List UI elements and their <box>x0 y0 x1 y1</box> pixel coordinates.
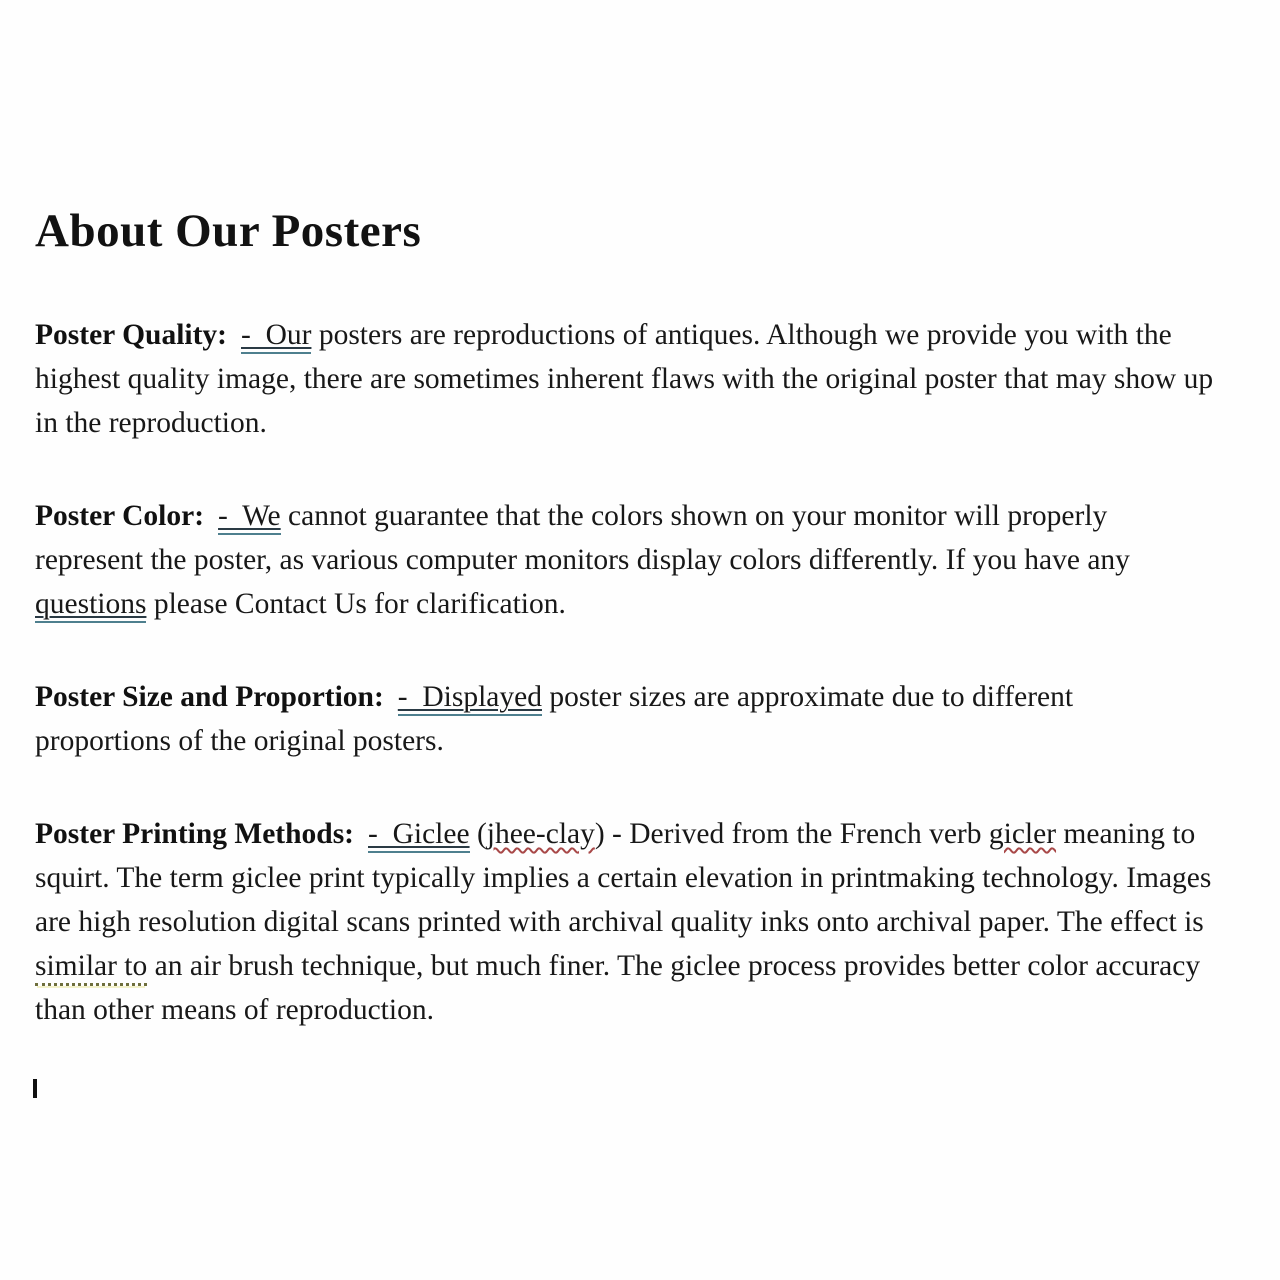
poster-color-body-text-end: please Contact Us for clarification. <box>146 588 566 620</box>
printing-body-middle: meaning to squirt. The term giclee print typically implies a certain elevation in printmaking technology. Images are high resolution digital scans printed with archival quality inks onto archival paper. The effect is <box>35 818 1212 938</box>
page-title: About Our Posters <box>35 205 422 257</box>
misspelled-word-gicler: gicler <box>988 818 1057 850</box>
section-label-poster-size: Poster Size and Proportion: <box>35 681 384 713</box>
printing-body-after-paren: ) - Derived from the French verb <box>594 818 989 850</box>
lead-link-our[interactable]: - Our <box>241 319 311 354</box>
poster-color-body-text: cannot guarantee that the colors shown on your monitor will properly represent the poster, as various computer monitors display colors differently. If you have any <box>35 500 1130 576</box>
text-cursor-artifact <box>33 1079 37 1098</box>
misspelled-word-jhee-clay: jhee-clay <box>486 818 595 850</box>
paragraph-poster-printing <box>35 812 1215 1032</box>
poster-quality-body-text: posters are reproductions of antiques. Although we provide you with the highest quality image, there are sometimes inherent flaws with the original poster that may show up in the reproduction. <box>35 319 1214 439</box>
section-label-poster-quality: Poster Quality: <box>35 319 227 351</box>
printing-body-end: an air brush technique, but much finer. The giclee process provides better color accuracy than other means of reproduction. <box>35 950 1201 1026</box>
lead-link-we[interactable]: - We <box>218 500 281 535</box>
questions-link[interactable]: questions <box>35 588 146 623</box>
paragraph-poster-color <box>35 494 1215 626</box>
paragraph-poster-quality <box>35 313 1215 445</box>
lead-link-giclee[interactable]: - Giclee <box>368 818 470 853</box>
lead-link-displayed[interactable]: - Displayed <box>398 681 542 716</box>
printing-body-open-paren: ( <box>469 818 487 850</box>
section-label-poster-printing: Poster Printing Methods: <box>35 818 354 850</box>
document-content <box>35 0 1215 1032</box>
grammar-flagged-phrase: similar to <box>35 950 147 986</box>
poster-size-body-text: poster sizes are approximate due to different proportions of the original posters. <box>35 681 1074 757</box>
paragraph-poster-size <box>35 675 1215 763</box>
section-label-poster-color: Poster Color: <box>35 500 205 532</box>
